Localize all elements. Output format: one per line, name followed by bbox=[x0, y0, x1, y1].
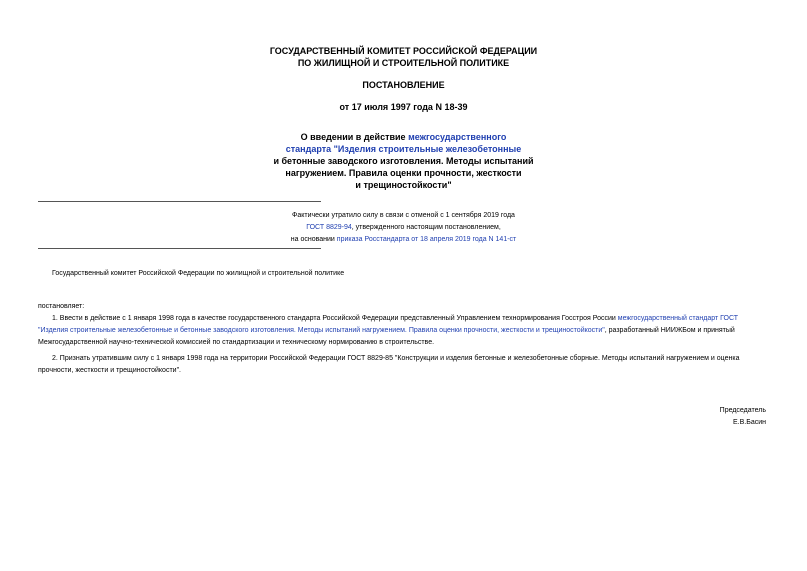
signature-block bbox=[720, 405, 766, 429]
title-line4: нагружением. Правила оценки прочности, жесткости bbox=[285, 168, 522, 178]
note-order-link[interactable]: приказа Росстандарта от 18 апреля 2019 года N 141-ст bbox=[336, 236, 517, 243]
p2-text-b: прочности, жесткости и трещиностойкости". bbox=[38, 367, 181, 374]
doc-date: от 17 июля 1997 года N 18-39 bbox=[339, 102, 468, 112]
divider-top bbox=[38, 201, 321, 202]
status-note bbox=[0, 210, 807, 246]
document-title bbox=[0, 131, 807, 191]
note-line1: Фактически утратило силу в связи с отменой с 1 сентября 2019 года bbox=[292, 212, 515, 219]
note-gost-link[interactable]: ГОСТ 8829-94 bbox=[306, 224, 352, 231]
signature-role: Председатель bbox=[719, 407, 766, 414]
resolves-text: постановляет: bbox=[38, 303, 85, 310]
header bbox=[0, 45, 807, 69]
paragraph-2 bbox=[38, 353, 773, 377]
paragraph-1 bbox=[38, 313, 773, 349]
p2-text-a: 2. Признать утратившим силу с 1 января 1998 года на территории Российской Федерации ГОСТ 8829-85 "Конструкции и изделия бетонные и железобетонные сборные. Методы испытаний нагружением и оценка bbox=[52, 355, 740, 362]
title-prefix: О введении в действие bbox=[300, 132, 409, 142]
p1-text-c: Межгосударственной научно-технической комиссией по стандартизации и техническому нормированию в строительстве. bbox=[38, 339, 435, 346]
title-link-interstate[interactable]: межгосударственного bbox=[408, 132, 507, 142]
title-link-standard[interactable]: стандарта "Изделия строительные железобетонные bbox=[285, 144, 522, 154]
title-line5: и трещиностойкости" bbox=[355, 180, 452, 190]
p1-text-a: 1. Ввести в действие с 1 января 1998 года в качестве государственного стандарта Российской Федерации представленный Управлением технормирования Госстроя России bbox=[52, 315, 618, 322]
note-line2-rest: , утвержденного настоящим постановлением, bbox=[351, 224, 501, 231]
note-line3-prefix: на основании bbox=[290, 236, 337, 243]
divider-bottom bbox=[38, 248, 321, 249]
p1-text-b: , разработанный НИИЖБом и принятый bbox=[604, 327, 735, 334]
title-line3: и бетонные заводского изготовления. Методы испытаний bbox=[273, 156, 534, 166]
doc-type: ПОСТАНОВЛЕНИЕ bbox=[362, 80, 445, 90]
p1-link-a[interactable]: межгосударственный стандарт ГОСТ bbox=[617, 315, 739, 322]
signature-name: Е.В.Басин bbox=[733, 419, 766, 426]
issuer-text: Государственный комитет Российской Федерации по жилищной и строительной политике bbox=[52, 270, 345, 277]
agency-name-line1: ГОСУДАРСТВЕННЫЙ КОМИТЕТ РОССИЙСКОЙ ФЕДЕРАЦИИ bbox=[269, 46, 538, 56]
p1-link-b[interactable]: "Изделия строительные железобетонные и бетонные заводского изготовления. Методы испытаний нагружением. Правила оценки прочности, жесткости и трещиностойкости" bbox=[38, 327, 605, 334]
agency-name-line2: ПО ЖИЛИЩНОЙ И СТРОИТЕЛЬНОЙ ПОЛИТИКЕ bbox=[297, 58, 510, 68]
